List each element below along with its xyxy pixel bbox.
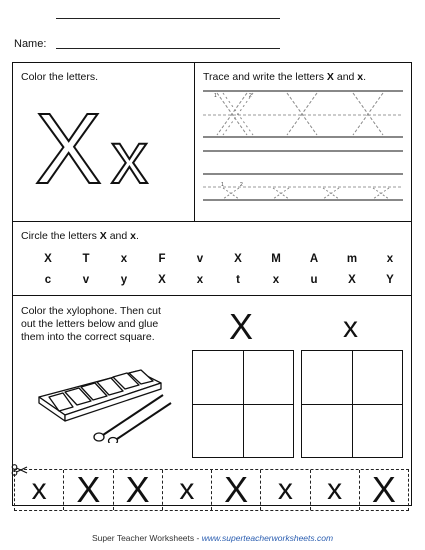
outline-letters[interactable]: [27, 103, 177, 193]
cut-letter-cell[interactable]: [360, 470, 408, 510]
worksheet-box: [12, 62, 412, 510]
name-line[interactable]: [56, 48, 280, 49]
cut-letter: X: [224, 469, 249, 510]
cut-letter-cell[interactable]: [212, 470, 261, 510]
circle-letter[interactable]: m: [346, 253, 358, 265]
trace-lower-letters: [223, 188, 389, 199]
circle-letter[interactable]: X: [234, 253, 242, 265]
trace-lower: x: [357, 71, 364, 83]
cut-letter: X: [371, 469, 396, 510]
circle-letter[interactable]: F: [158, 253, 166, 265]
svg-text:1: 1: [221, 182, 224, 188]
circle-letter[interactable]: X: [44, 253, 52, 265]
circle-letter[interactable]: A: [309, 253, 319, 265]
cut-letter: x: [179, 473, 195, 506]
cut-letter: X: [76, 469, 101, 510]
cut-letter: x: [31, 473, 47, 506]
circle-letter[interactable]: Y: [386, 274, 394, 286]
footer-brand: Super Teacher Worksheets: [91, 533, 195, 543]
lower-heading: x: [343, 311, 358, 344]
svg-text:2: 2: [249, 93, 252, 99]
color-instruction: Color the letters.: [21, 71, 99, 83]
xylophone-instruction-line-1: Color the xylophone. Then cut: [21, 305, 161, 317]
trace-upper: X: [326, 71, 334, 83]
cut-letter-cell[interactable]: [261, 470, 310, 510]
trace-period: .: [363, 71, 367, 83]
circle-and: and: [106, 230, 131, 242]
circle-letter[interactable]: y: [120, 274, 128, 286]
circle-letter[interactable]: t: [236, 274, 240, 286]
blank-line-top: [56, 18, 280, 19]
divider-vertical: [194, 63, 195, 221]
cut-letter-cell[interactable]: [311, 470, 360, 510]
trace-and: and: [333, 71, 358, 83]
divider-1: [13, 221, 411, 222]
cut-letter: x: [277, 473, 293, 506]
circle-letter[interactable]: M: [271, 253, 281, 265]
circle-letter[interactable]: X: [348, 274, 356, 286]
circle-lower: x: [130, 230, 136, 242]
circle-letter[interactable]: v: [196, 253, 204, 265]
footer-separator: -: [194, 533, 202, 543]
outline-lower-letter[interactable]: x: [111, 116, 148, 193]
svg-text:2: 2: [240, 182, 243, 188]
cut-letter: X: [125, 469, 150, 510]
cut-letter-cell[interactable]: [15, 470, 64, 510]
circle-upper: X: [99, 230, 107, 242]
xylophone-instruction: [21, 305, 161, 344]
circle-instruction: [21, 230, 139, 243]
outline-upper-letter[interactable]: X: [35, 103, 102, 193]
circle-letter[interactable]: T: [82, 253, 90, 265]
trace-upper-letters: [217, 93, 383, 135]
circle-letter[interactable]: x: [386, 253, 394, 265]
upper-heading: X: [229, 306, 254, 347]
divider-2: [13, 295, 411, 296]
xylophone-icon[interactable]: [33, 363, 183, 443]
trace-area[interactable]: [203, 87, 408, 217]
circle-letter[interactable]: c: [44, 274, 52, 286]
lower-glue-grid[interactable]: [301, 350, 403, 458]
cut-strip: [14, 469, 409, 511]
circle-period: .: [136, 230, 139, 242]
name-label: Name:: [14, 38, 47, 50]
circle-letter[interactable]: x: [120, 253, 128, 265]
circle-letter[interactable]: X: [158, 274, 166, 286]
xylophone-instruction-line-2: out the letters below and glue: [21, 318, 159, 330]
svg-text:1: 1: [214, 93, 217, 99]
cut-letter-cell[interactable]: [163, 470, 212, 510]
circle-letter[interactable]: u: [310, 274, 318, 286]
circle-row-2: [29, 274, 409, 286]
cut-letter-cell[interactable]: [64, 470, 113, 510]
xylophone-instruction-line-3: them into the correct square.: [21, 331, 155, 343]
trace-instruction-prefix: Trace and write the letters: [203, 71, 327, 83]
footer: [0, 533, 425, 543]
upper-glue-grid[interactable]: [192, 350, 294, 458]
cut-letter: x: [327, 473, 343, 506]
cut-letter-cell[interactable]: [114, 470, 163, 510]
circle-row-1: [29, 253, 409, 265]
trace-instruction: [203, 71, 366, 84]
circle-instruction-prefix: Circle the letters: [21, 230, 100, 242]
circle-letter[interactable]: v: [82, 274, 90, 286]
circle-letter[interactable]: x: [196, 274, 204, 286]
circle-letter[interactable]: x: [272, 274, 280, 286]
footer-url[interactable]: www.superteacherworksheets.com: [201, 533, 334, 543]
